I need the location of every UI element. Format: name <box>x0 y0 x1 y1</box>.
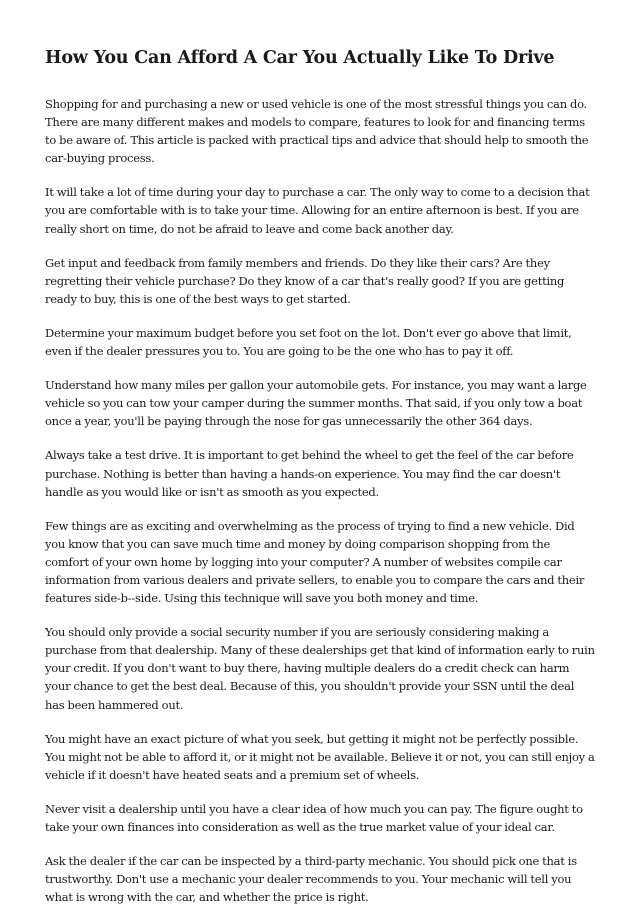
article-title: How You Can Afford A Car You Actually Like To Drive <box>45 48 555 68</box>
article-paragraph: Determine your maximum budget before you set foot on the lot. Don't ever go above that limit, even if the dealer pressures you to. You are going to be the one who has to pay it off. <box>45 325 572 359</box>
article-paragraph: You should only provide a social security number if you are seriously considering making a purchase from that dealership. Many of these dealerships get that kind of information early to ruin your credit. If you don't want to buy there, having multiple dealers do a credit check can harm your chance to get the best deal. Because of this, you shouldn't provide your SSN until the deal has been hammered out. <box>45 625 595 712</box>
article-paragraph: Ask the dealer if the car can be inspected by a third-party mechanic. You should pick one that is trustworthy. Don't use a mechanic your dealer recommends to you. Your mechanic will tell you what is wrong with the car, and whether the price is right. <box>45 854 577 905</box>
document-page <box>45 46 595 922</box>
article-paragraph: Understand how many miles per gallon your automobile gets. For instance, you may want a large vehicle so you can tow your camper during the summer months. That said, if you only tow a boat once a year, you'll be paying through the nose for gas unnecessarily the other 364 days. <box>45 378 587 429</box>
article-paragraph: Never visit a dealership until you have a clear idea of how much you can pay. The figure ought to take your own finances into consideration as well as the true market value of your ideal car. <box>45 801 583 834</box>
article-paragraph: Get input and feedback from family members and friends. Do they like their cars? Are they regretting their vehicle purchase? Do they know of a car that's really good? If you are getting ready to buy, this is one of the best ways to get started. <box>45 255 565 306</box>
article-paragraph: It will take a lot of time during your day to purchase a car. The only way to come to a decision that you are comfortable with is to take your time. Allowing for an entire afternoon is best. If you are really short on time, do not be afraid to leave and come back another day. <box>45 185 590 236</box>
article-paragraph: Few things are as exciting and overwhelming as the process of trying to find a new vehicle. Did you know that you can save much time and money by doing comparison shopping from the comfort of your own home by logging into your computer? A number of websites compile car information from various dealers and private sellers, to enable you to compare the cars and their features side-b--side. Using this technique will save you both money and time. <box>45 518 585 606</box>
article-paragraph: Shopping for and purchasing a new or used vehicle is one of the most stressful things you can do. There are many different makes and models to compare, features to look for and financing terms to be aware of. This article is packed with practical tips and advice that should help to smooth the car-buying process. <box>45 97 589 166</box>
article-paragraph: You might have an exact picture of what you seek, but getting it might not be perfectly possible. You might not be able to afford it, or it might not be available. Believe it or not, you can still enjoy a vehicle if it doesn't have heated seats and a premium set of wheels. <box>45 731 595 782</box>
article-paragraph: Always take a test drive. It is important to get behind the wheel to get the feel of the car before purchase. Nothing is better than having a hands-on experience. You may find the car doesn't handle as you would like or isn't as smooth as you expected. <box>45 448 574 499</box>
